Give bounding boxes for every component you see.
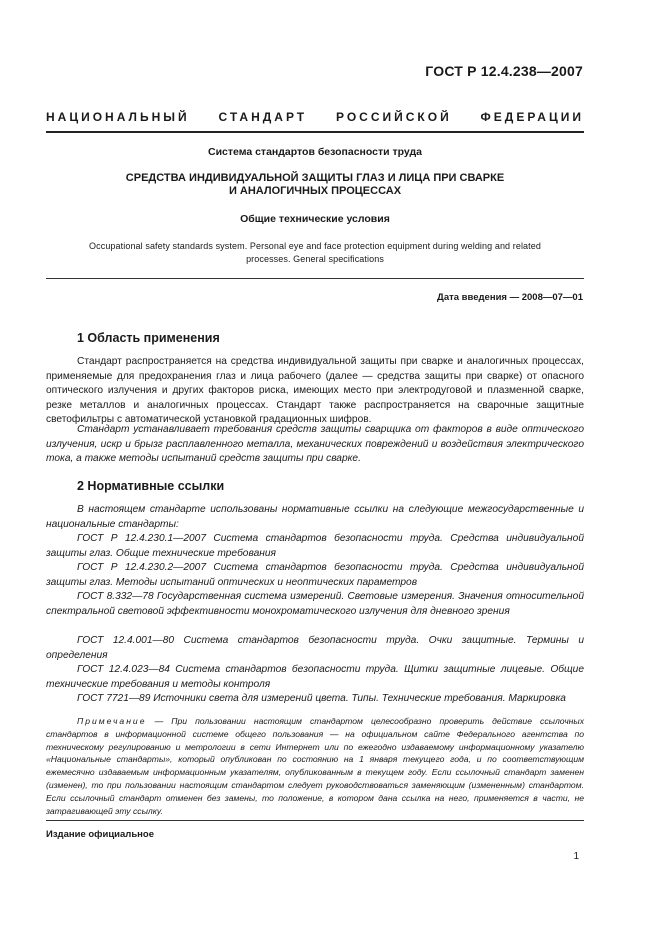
english-title-line1: Occupational safety standards system. Personal eye and face protection equipment during welding and related xyxy=(89,241,541,251)
footer-rule xyxy=(46,820,584,821)
reference-item: ГОСТ Р 12.4.230.1—2007 Система стандартов безопасности труда. Средства индивидуальной защиты глаз. Общие технические требования xyxy=(46,533,584,559)
title-rule xyxy=(46,131,584,133)
reference-item: ГОСТ 12.4.023—84 Система стандартов безопасности труда. Щитки защитные лицевые. Общие технические требования и методы контроля xyxy=(46,664,584,690)
page-number: 1 xyxy=(573,851,579,862)
main-title-line2: И АНАЛОГИЧНЫХ ПРОЦЕССАХ xyxy=(228,185,402,197)
section-1-paragraph-1: Стандарт распространяется на средства индивидуальной защиты при сварке и аналогичных процессах, применяемые для предохранения глаз и лица рабочего (далее — средства защиты при сварке) от опасного оптического излучения и других факторов риска, имеющих место при электродуговой и плазменной сварке, резке металлов и аналогичных процессах. Стандарт также распространяется на сварочные защитные светофильтры с автоматической установкой градационных шифров. xyxy=(46,356,584,425)
introduction-date: Дата введения — 2008—07—01 xyxy=(437,292,583,303)
subtitle: Общие технические условия xyxy=(240,213,390,225)
english-title xyxy=(46,240,584,265)
reference-item: ГОСТ Р 12.4.230.2—2007 Система стандартов безопасности труда. Средства индивидуальной защиты глаз. Методы испытаний оптических и неоптических параметров xyxy=(46,562,584,588)
main-title-line1: СРЕДСТВА ИНДИВИДУАЛЬНОЙ ЗАЩИТЫ ГЛАЗ И ЛИЦА ПРИ СВАРКЕ xyxy=(125,172,505,184)
main-title xyxy=(46,172,584,198)
note xyxy=(46,715,584,817)
system-title: Система стандартов безопасности труда xyxy=(207,146,423,158)
reference-item: ГОСТ 7721—89 Источники света для измерений цвета. Типы. Технические требования. Маркировка xyxy=(77,693,566,704)
section-1-heading: 1 Область применения xyxy=(77,331,220,345)
section-1-paragraph-2: Стандарт устанавливает требования средств защиты сварщика от факторов в виде оптического излучения, искр и брызг расплавленного металла, механических повреждений и воздействия электрического тока, а также методы испытаний средств защиты при сварке. xyxy=(46,424,584,464)
reference-item: ГОСТ 12.4.001—80 Система стандартов безопасности труда. Очки защитные. Термины и определения xyxy=(46,635,584,661)
document-number: ГОСТ Р 12.4.238—2007 xyxy=(425,63,583,79)
note-text: — При пользовании настоящим стандартом целесообразно проверить действие ссылочных стандартов в информационной системе общего пользования — на официальном сайте Федерального агентства по техническому регулированию и метрологии в сети Интернет или по ежегодно издаваемому информационному указателю «Национальные стандарты», который опубликован по состоянию на 1 января текущего года, и по соответствующим ежемесячно издаваемым информационным указателям, опубликованным в текущем году. Если ссылочный стандарт заменен (изменен), то при пользовании настоящим стандартом следует руководствоваться заменяющим (измененным) стандартом. Если ссылочный стандарт отменен без замены, то положение, в котором дана ссылка на него, применяется в части, не затрагивающей эту ссылку. xyxy=(46,716,584,816)
edition-label: Издание официальное xyxy=(46,829,154,840)
section-2-heading: 2 Нормативные ссылки xyxy=(77,479,225,493)
section-2-intro: В настоящем стандарте использованы нормативные ссылки на следующие межгосударственные и национальные стандарты: xyxy=(46,504,584,530)
note-label: Примечание xyxy=(77,716,147,726)
english-title-line2: processes. General specifications xyxy=(246,253,384,264)
national-standard-title: НАЦИОНАЛЬНЫЙ СТАНДАРТ РОССИЙСКОЙ ФЕДЕРАЦИИ xyxy=(46,110,584,124)
date-rule xyxy=(46,278,584,279)
reference-item: ГОСТ 8.332—78 Государственная система измерений. Световые измерения. Значения относительной спектральной световой эффективности монохроматического излучения для дневного зрения xyxy=(46,591,584,617)
